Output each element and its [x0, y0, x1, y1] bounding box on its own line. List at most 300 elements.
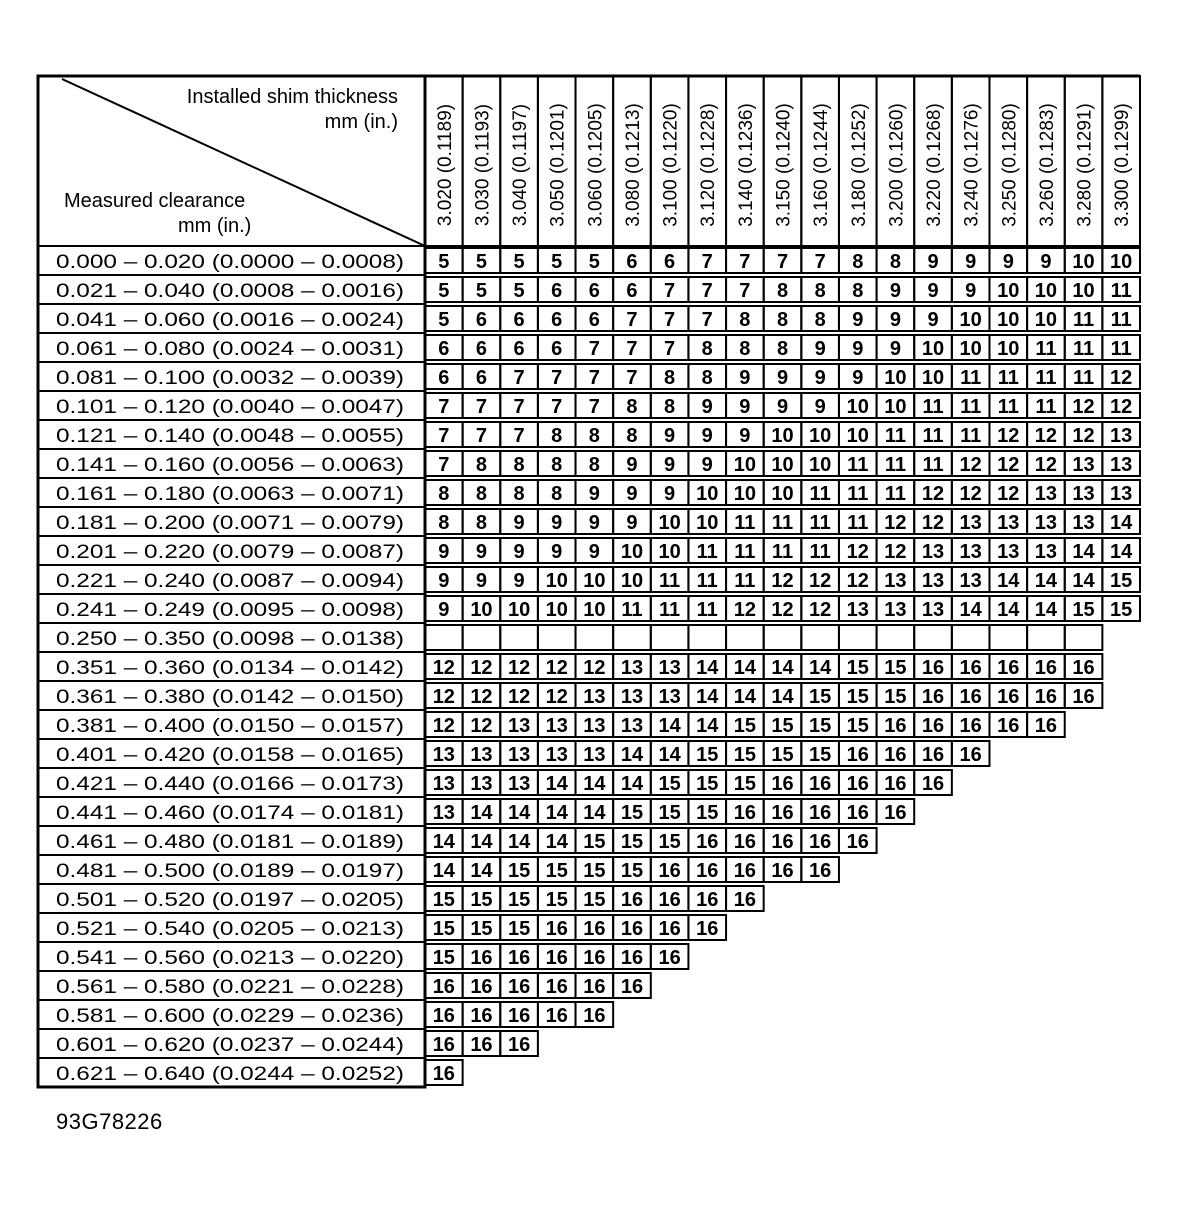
- clearance-label: 0.081 – 0.100 (0.0032 – 0.0039): [56, 368, 404, 389]
- shim-number: 16: [470, 947, 493, 969]
- shim-number: 12: [545, 657, 568, 679]
- shim-number: 13: [1034, 541, 1058, 563]
- shim-number: 7: [664, 338, 676, 360]
- thickness-header: 3.020 (0.1189): [434, 103, 456, 227]
- shim-number: 6: [475, 367, 488, 389]
- shim-number: 16: [884, 802, 907, 824]
- shim-number: 16: [771, 773, 794, 795]
- shim-number: 13: [432, 744, 455, 766]
- shim-number: 11: [847, 454, 869, 476]
- thickness-header: 3.160 (0.1244): [811, 103, 833, 227]
- shim-number: 14: [696, 715, 719, 737]
- clearance-label: 0.501 – 0.520 (0.0197 – 0.0205): [56, 890, 404, 911]
- shim-number: 15: [809, 686, 832, 708]
- shim-number: 9: [438, 541, 450, 563]
- shim-cell: [877, 625, 915, 650]
- shim-number: 7: [588, 338, 600, 360]
- shim-number: 13: [846, 599, 869, 621]
- shim-number: 10: [959, 309, 982, 331]
- shim-number: 16: [507, 1005, 531, 1027]
- shim-number: 16: [658, 947, 681, 969]
- shim-number: 16: [921, 686, 945, 708]
- shim-number: 6: [551, 309, 563, 331]
- shim-cell: [538, 625, 576, 650]
- shim-number: 10: [507, 599, 531, 621]
- shim-number: 11: [1110, 338, 1132, 360]
- shim-number: 14: [545, 831, 568, 853]
- shim-number: 8: [664, 396, 676, 418]
- shim-number: 10: [583, 599, 606, 621]
- shim-number: 7: [438, 425, 450, 447]
- shim-number: 8: [626, 425, 638, 447]
- shim-number: 7: [626, 309, 638, 331]
- shim-number: 9: [475, 570, 488, 592]
- shim-number: 11: [847, 512, 869, 534]
- shim-number: 12: [997, 425, 1020, 447]
- shim-number: 14: [545, 773, 568, 795]
- shim-number: 12: [545, 686, 568, 708]
- clearance-label: 0.201 – 0.220 (0.0079 – 0.0087): [56, 542, 404, 563]
- shim-number: 16: [809, 773, 832, 795]
- shim-number: 16: [771, 831, 794, 853]
- shim-number: 9: [438, 570, 450, 592]
- shim-number: 12: [583, 657, 606, 679]
- shim-number: 9: [438, 599, 450, 621]
- shim-number: 9: [814, 367, 826, 389]
- shim-number: 7: [664, 280, 676, 302]
- shim-number: 9: [852, 309, 864, 331]
- shim-number: 9: [701, 396, 713, 418]
- shim-number: 13: [1072, 512, 1095, 534]
- shim-number: 12: [1110, 396, 1133, 418]
- shim-number: 11: [696, 541, 718, 563]
- shim-number: 6: [513, 338, 525, 360]
- shim-number: 14: [507, 831, 531, 853]
- shim-number: 13: [1072, 454, 1095, 476]
- shim-number: 8: [701, 367, 713, 389]
- shim-number: 11: [734, 541, 756, 563]
- shim-number: 13: [583, 686, 606, 708]
- clearance-label: 0.161 – 0.180 (0.0063 – 0.0071): [56, 484, 404, 505]
- shim-number: 16: [959, 744, 982, 766]
- shim-number: 13: [884, 599, 907, 621]
- shim-number: 11: [997, 367, 1019, 389]
- shim-number: 9: [664, 454, 676, 476]
- shim-number: 5: [551, 251, 563, 273]
- shim-number: 12: [507, 686, 531, 708]
- shim-number: 5: [438, 251, 450, 273]
- shim-number: 10: [884, 367, 907, 389]
- shim-number: 14: [696, 657, 719, 679]
- shim-number: 11: [1035, 396, 1057, 418]
- shim-number: 6: [588, 280, 600, 302]
- clearance-label: 0.250 – 0.350 (0.0098 – 0.0138): [56, 629, 404, 650]
- shim-number: 11: [960, 367, 982, 389]
- shim-number: 16: [884, 715, 907, 737]
- shim-number: 9: [701, 425, 713, 447]
- shim-cell: [989, 625, 1027, 650]
- shim-number: 14: [658, 744, 681, 766]
- shim-number: 12: [884, 512, 907, 534]
- shim-number: 8: [814, 280, 826, 302]
- shim-number: 15: [1110, 599, 1133, 621]
- shim-number: 16: [507, 976, 531, 998]
- shim-number: 9: [889, 309, 901, 331]
- shim-number: 10: [545, 599, 568, 621]
- shim-number: 14: [432, 860, 455, 882]
- shim-number: 16: [583, 947, 606, 969]
- shim-number: 16: [583, 1005, 606, 1027]
- shim-number: 10: [1034, 280, 1058, 302]
- shim-number: 12: [771, 599, 794, 621]
- shim-number: 16: [959, 715, 982, 737]
- shim-number: 11: [1035, 367, 1057, 389]
- shim-number: 7: [513, 425, 525, 447]
- shim-number: 7: [513, 396, 525, 418]
- shim-number: 14: [1034, 599, 1058, 621]
- shim-number: 11: [659, 599, 681, 621]
- shim-number: 12: [997, 483, 1020, 505]
- shim-number: 8: [776, 309, 789, 331]
- shim-number: 11: [771, 512, 794, 534]
- shim-number: 15: [620, 802, 644, 824]
- shim-number: 15: [432, 947, 455, 969]
- shim-number: 13: [620, 715, 644, 737]
- shim-number: 8: [438, 512, 450, 534]
- shim-number: 7: [475, 425, 488, 447]
- shim-number: 16: [997, 686, 1020, 708]
- shim-number: 9: [889, 338, 901, 360]
- shim-number: 7: [588, 396, 600, 418]
- shim-number: 14: [620, 773, 644, 795]
- shim-number: 16: [884, 773, 907, 795]
- clearance-label: 0.621 – 0.640 (0.0244 – 0.0252): [56, 1064, 404, 1085]
- shim-number: 15: [545, 860, 568, 882]
- shim-number: 8: [889, 251, 901, 273]
- shim-number: 15: [658, 773, 681, 795]
- shim-number: 14: [771, 657, 794, 679]
- shim-number: 7: [664, 309, 676, 331]
- shim-number: 16: [696, 831, 719, 853]
- shim-number: 11: [960, 425, 982, 447]
- clearance-label: 0.241 – 0.249 (0.0095 – 0.0098): [56, 600, 404, 621]
- shim-number: 13: [658, 657, 681, 679]
- figure-id-caption: 93G78226: [56, 1109, 163, 1134]
- shim-number: 15: [846, 715, 869, 737]
- thickness-headers: [425, 76, 1140, 246]
- shim-number: 8: [438, 483, 450, 505]
- shim-number: 16: [733, 860, 756, 882]
- shim-number: 9: [588, 512, 600, 534]
- shim-number: 10: [846, 425, 869, 447]
- shim-number: 16: [545, 1005, 568, 1027]
- shim-number: 16: [921, 773, 945, 795]
- shim-cell: [613, 625, 651, 650]
- shim-number: 13: [470, 773, 493, 795]
- shim-number: 12: [1034, 454, 1058, 476]
- shim-number: 10: [809, 454, 832, 476]
- shim-number: 16: [1034, 686, 1058, 708]
- shim-number: 13: [545, 715, 568, 737]
- clearance-label: 0.361 – 0.380 (0.0142 – 0.0150): [56, 687, 404, 708]
- shim-number: 11: [1072, 338, 1095, 360]
- shim-number: 5: [513, 251, 525, 273]
- shim-number: 16: [545, 976, 568, 998]
- shim-number: 16: [696, 918, 719, 940]
- shim-number: 15: [696, 744, 719, 766]
- shim-number: 14: [959, 599, 982, 621]
- shim-number: 15: [809, 715, 832, 737]
- shim-number: 9: [776, 367, 789, 389]
- shim-number: 7: [626, 367, 638, 389]
- shim-number: 6: [551, 338, 563, 360]
- shim-number: 10: [583, 570, 606, 592]
- shim-number: 16: [545, 947, 568, 969]
- thickness-header: 3.250 (0.1280): [999, 103, 1021, 227]
- clearance-label: 0.381 – 0.400 (0.0150 – 0.0157): [56, 716, 404, 737]
- shim-number: 12: [809, 570, 832, 592]
- shim-cell: [1065, 625, 1103, 650]
- shim-number: 9: [513, 570, 525, 592]
- shim-number: 14: [658, 715, 681, 737]
- thickness-header: 3.040 (0.1197): [510, 103, 532, 227]
- shim-number: 12: [846, 541, 869, 563]
- clearance-label: 0.581 – 0.600 (0.0229 – 0.0236): [56, 1006, 404, 1027]
- shim-number: 7: [438, 396, 450, 418]
- shim-number: 15: [1072, 599, 1095, 621]
- thickness-header: 3.060 (0.1205): [585, 103, 607, 227]
- shim-number: 13: [921, 570, 945, 592]
- shim-number: 14: [1110, 512, 1133, 534]
- shim-number: 11: [734, 512, 756, 534]
- shim-number: 11: [771, 541, 794, 563]
- shim-number: 10: [959, 338, 982, 360]
- shim-number: 14: [470, 802, 493, 824]
- shim-number: 11: [847, 483, 869, 505]
- shim-number: 8: [588, 454, 600, 476]
- shim-number: 9: [927, 251, 939, 273]
- shim-cell: [726, 625, 764, 650]
- shim-number: 16: [470, 1034, 493, 1056]
- shim-number: 5: [513, 280, 525, 302]
- shim-number: 9: [513, 541, 525, 563]
- thickness-header: 3.260 (0.1283): [1036, 103, 1058, 227]
- shim-number: 16: [809, 860, 832, 882]
- shim-number: 6: [475, 309, 488, 331]
- shim-number: 15: [733, 744, 756, 766]
- shim-number: 13: [959, 541, 982, 563]
- thickness-header: 3.100 (0.1220): [660, 103, 682, 227]
- shim-number: 6: [626, 251, 638, 273]
- shim-number: 11: [659, 570, 681, 592]
- shim-number: 16: [620, 947, 644, 969]
- shim-number: 9: [475, 541, 488, 563]
- shim-number: 12: [846, 570, 869, 592]
- shim-number: 11: [734, 570, 756, 592]
- shim-number: 7: [588, 367, 600, 389]
- shim-number: 9: [664, 425, 676, 447]
- shim-number: 14: [1072, 541, 1095, 563]
- shim-number: 16: [1034, 715, 1058, 737]
- shim-number: 16: [658, 860, 681, 882]
- thickness-header: 3.030 (0.1193): [472, 103, 494, 227]
- shim-number: 10: [771, 483, 794, 505]
- shim-number: 8: [776, 338, 789, 360]
- shim-number: 11: [1110, 280, 1132, 302]
- thickness-header: 3.240 (0.1276): [961, 103, 983, 227]
- shim-number: 13: [1110, 483, 1133, 505]
- shim-number: 8: [551, 454, 563, 476]
- shim-number: 11: [696, 570, 718, 592]
- shim-cell: [463, 625, 501, 650]
- shim-cell: [500, 625, 538, 650]
- shim-number: 13: [432, 802, 455, 824]
- installed-thickness-label: Installed shim thickness: [186, 86, 398, 108]
- shim-number: 9: [701, 454, 713, 476]
- shim-number: 6: [626, 280, 638, 302]
- shim-number: 15: [583, 889, 606, 911]
- shim-number: 11: [1110, 309, 1132, 331]
- shim-number: 10: [733, 483, 756, 505]
- shim-number: 13: [1110, 425, 1133, 447]
- shim-number: 13: [921, 541, 945, 563]
- clearance-label: 0.061 – 0.080 (0.0024 – 0.0031): [56, 339, 404, 360]
- shim-number: 9: [814, 396, 826, 418]
- thickness-header: 3.080 (0.1213): [622, 103, 644, 227]
- installed-thickness-unit: mm (in.): [324, 111, 398, 133]
- shim-number: 11: [1072, 309, 1095, 331]
- shim-number: 13: [1034, 483, 1058, 505]
- shim-number: 6: [513, 309, 525, 331]
- shim-number: 8: [739, 309, 751, 331]
- shim-number: 10: [771, 454, 794, 476]
- thickness-header: 3.050 (0.1201): [547, 103, 569, 227]
- shim-number: 11: [621, 599, 643, 621]
- header-cell: [62, 79, 425, 246]
- shim-number: 11: [696, 599, 718, 621]
- clearance-label: 0.041 – 0.060 (0.0016 – 0.0024): [56, 310, 404, 331]
- shim-number: 15: [507, 918, 531, 940]
- shim-number: 8: [701, 338, 713, 360]
- shim-number: 10: [809, 425, 832, 447]
- shim-number: 9: [927, 280, 939, 302]
- shim-number: 15: [583, 831, 606, 853]
- shim-number: 12: [470, 715, 493, 737]
- shim-number: 7: [701, 251, 713, 273]
- thickness-header: 3.300 (0.1299): [1112, 103, 1134, 227]
- shim-number: 14: [696, 686, 719, 708]
- shim-number: 10: [1034, 309, 1058, 331]
- shim-number: 16: [470, 976, 493, 998]
- shim-number: 7: [475, 396, 488, 418]
- shim-number: 9: [626, 512, 638, 534]
- shim-number: 7: [701, 309, 713, 331]
- shim-number: 5: [588, 251, 600, 273]
- shim-number: 15: [470, 918, 493, 940]
- shim-number: 16: [959, 686, 982, 708]
- shim-number: 9: [551, 512, 563, 534]
- clearance-label: 0.441 – 0.460 (0.0174 – 0.0181): [56, 803, 404, 824]
- shim-number: 11: [1035, 338, 1057, 360]
- shim-number: 12: [771, 570, 794, 592]
- shim-number: 16: [997, 657, 1020, 679]
- shim-number: 15: [846, 686, 869, 708]
- clearance-label: 0.121 – 0.140 (0.0048 – 0.0055): [56, 426, 404, 447]
- clearance-label: 0.541 – 0.560 (0.0213 – 0.0220): [56, 948, 404, 969]
- shim-number: 9: [588, 483, 600, 505]
- shim-number: 15: [432, 918, 455, 940]
- thickness-header: 3.220 (0.1268): [924, 103, 946, 227]
- shim-number: 14: [1034, 570, 1058, 592]
- shim-number: 12: [470, 686, 493, 708]
- shim-number: 10: [1072, 251, 1095, 273]
- shim-number: 13: [959, 512, 982, 534]
- shim-cell: [801, 625, 839, 650]
- clearance-label: 0.021 – 0.040 (0.0008 – 0.0016): [56, 281, 404, 302]
- shim-number: 16: [696, 889, 719, 911]
- shim-number: 9: [739, 396, 751, 418]
- shim-number: 13: [1072, 483, 1095, 505]
- shim-number: 15: [545, 889, 568, 911]
- shim-number: 10: [696, 512, 719, 534]
- shim-number: 10: [997, 280, 1020, 302]
- shim-number: 15: [1110, 570, 1133, 592]
- shim-number: 16: [997, 715, 1020, 737]
- shim-number: 9: [551, 541, 563, 563]
- shim-number: 10: [771, 425, 794, 447]
- clearance-label: 0.141 – 0.160 (0.0056 – 0.0063): [56, 455, 404, 476]
- shim-number: 16: [733, 802, 756, 824]
- shim-number: 12: [997, 454, 1020, 476]
- clearance-label: 0.351 – 0.360 (0.0134 – 0.0142): [56, 658, 404, 679]
- shim-number: 13: [1110, 454, 1133, 476]
- clearance-label: 0.601 – 0.620 (0.0237 – 0.0244): [56, 1035, 404, 1056]
- shim-number: 12: [432, 686, 455, 708]
- shim-number: 15: [470, 889, 493, 911]
- shim-number: 8: [852, 280, 864, 302]
- shim-number: 16: [771, 860, 794, 882]
- shim-number: 7: [739, 280, 751, 302]
- clearance-label: 0.181 – 0.200 (0.0071 – 0.0079): [56, 513, 404, 534]
- shim-number: 11: [809, 483, 831, 505]
- clearance-rows: [38, 246, 425, 1087]
- shim-number: 8: [588, 425, 600, 447]
- shim-number: 14: [470, 860, 493, 882]
- shim-number: 8: [475, 454, 488, 476]
- shim-number: 15: [733, 715, 756, 737]
- shim-number: 8: [664, 367, 676, 389]
- shim-number: 13: [658, 686, 681, 708]
- shim-number: 7: [513, 367, 525, 389]
- measured-clearance-unit: mm (in.): [178, 215, 252, 237]
- shim-number: 10: [696, 483, 719, 505]
- shim-number: 10: [1072, 280, 1095, 302]
- shim-number: 12: [1072, 425, 1095, 447]
- shim-number: 6: [551, 280, 563, 302]
- clearance-label: 0.521 – 0.540 (0.0205 – 0.0213): [56, 919, 404, 940]
- shim-number: 12: [921, 512, 945, 534]
- shim-number: 10: [921, 338, 945, 360]
- shim-number: 5: [475, 251, 488, 273]
- shim-number: 9: [965, 251, 977, 273]
- shim-number: 14: [733, 686, 756, 708]
- shim-number: 13: [545, 744, 568, 766]
- shim-number: 15: [846, 657, 869, 679]
- shim-number: 16: [771, 802, 794, 824]
- shim-number: 16: [620, 889, 644, 911]
- thickness-header: 3.280 (0.1291): [1074, 103, 1096, 227]
- shim-number: 16: [921, 715, 945, 737]
